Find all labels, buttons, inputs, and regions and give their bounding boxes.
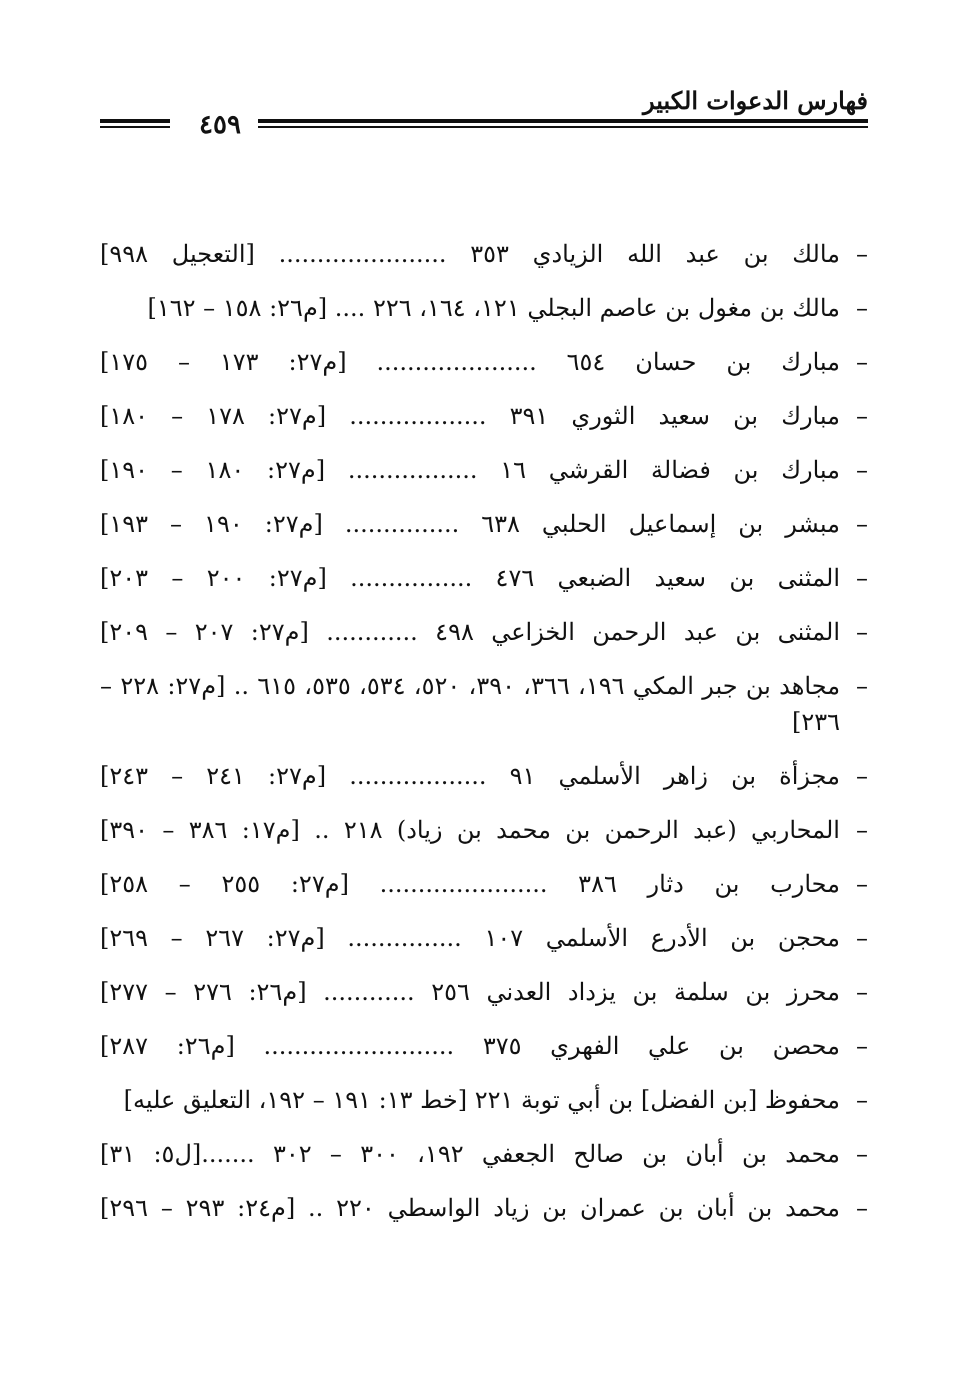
- page-number: ٤٥٩: [199, 110, 241, 140]
- entry-text: محفوظ [بن الفضل] بن أبي توبة ٢٢١ [خط ١٣: ١٩١ – ١٩٢، التعليق عليه]: [123, 1086, 840, 1114]
- entry-dash: –: [856, 924, 868, 952]
- entry-dash: –: [856, 510, 868, 538]
- index-entry: [100, 668, 868, 740]
- entry-dash: –: [856, 348, 868, 376]
- page-header: [100, 86, 868, 146]
- entry-dash: –: [856, 456, 868, 484]
- entry-text: المثنى بن عبد الرحمن الخزاعي ٤٩٨ ............ [م٢٧: ٢٠٧ – ٢٠٩]: [100, 618, 840, 646]
- entry-text: محجن بن الأدرع الأسلمي ١٠٧ ............... [م٢٧: ٢٦٧ – ٢٦٩]: [100, 924, 840, 952]
- entry-text: محمد بن أبان بن عمران بن زياد الواسطي ٢٢٠ .. [م٢٤: ٢٩٣ – ٢٩٦]: [100, 1194, 840, 1222]
- entry-text: المثنى بن سعيد الضبعي ٤٧٦ ................ [م٢٧: ٢٠٠ – ٢٠٣]: [100, 564, 840, 592]
- index-entry: [100, 920, 868, 956]
- entry-text: مالك بن عبد الله الزيادي ٣٥٣ ...................... [التعجيل ٩٩٨]: [100, 240, 840, 268]
- entry-text: مبارك بن سعيد الثوري ٣٩١ .................. [م٢٧: ١٧٨ – ١٨٠]: [100, 402, 840, 430]
- entry-text: مبارك بن حسان ٦٥٤ ..................... [م٢٧: ١٧٣ – ١٧٥]: [100, 348, 840, 376]
- entry-dash: –: [856, 402, 868, 430]
- index-entry: [100, 452, 868, 488]
- entry-text: مجاهد بن جبر المكي ١٩٦، ٣٦٦، ٣٩٠، ٥٢٠، ٥٣٤، ٥٣٥، ٦١٥ .. [م٢٧: ٢٢٨ – ٢٣٦]: [100, 672, 841, 736]
- entry-dash: –: [856, 618, 868, 646]
- index-list: [100, 236, 868, 1244]
- index-entry: [100, 758, 868, 794]
- entry-dash: –: [856, 240, 868, 268]
- entry-dash: –: [856, 1032, 868, 1060]
- index-entry: [100, 344, 868, 380]
- index-entry: [100, 506, 868, 542]
- entry-dash: –: [856, 294, 868, 322]
- index-entry: [100, 1190, 868, 1226]
- index-entry: [100, 236, 868, 272]
- index-entry: [100, 290, 868, 326]
- entry-text: محصن بن علي الفهري ٣٧٥ ......................... [م٢٦: ٢٨٧]: [100, 1032, 841, 1060]
- index-entry: [100, 560, 868, 596]
- header-rule: [100, 126, 170, 128]
- entry-text: محارب بن دثار ٣٨٦ ...................... [م٢٧: ٢٥٥ – ٢٥٨]: [100, 870, 841, 898]
- index-entry: [100, 398, 868, 434]
- index-entry: [100, 1136, 868, 1172]
- entry-dash: –: [856, 870, 868, 898]
- entry-text: مبارك بن فضالة القرشي ١٦ ................. [م٢٧: ١٨٠ – ١٩٠]: [100, 456, 841, 484]
- entry-text: مبشر بن إسماعيل الحلبي ٦٣٨ ............... [م٢٧: ١٩٠ – ١٩٣]: [100, 510, 840, 538]
- header-rule: [100, 119, 170, 123]
- index-entry: [100, 866, 868, 902]
- entry-dash: –: [856, 1140, 868, 1168]
- entry-text: المحاربي (عبد الرحمن بن محمد بن زياد) ٢١٨ .. [م١٧: ٣٨٦ – ٣٩٠]: [100, 816, 840, 844]
- header-rule: [258, 119, 868, 123]
- entry-dash: –: [856, 816, 868, 844]
- entry-text: محمد بن أبان بن صالح الجعفي ١٩٢، ٣٠٠ – ٣٠٢ .......[ل٥: ٣١]: [100, 1140, 841, 1168]
- entry-dash: –: [856, 672, 868, 700]
- entry-dash: –: [856, 564, 868, 592]
- entry-dash: –: [856, 978, 868, 1006]
- entry-dash: –: [856, 762, 868, 790]
- entry-text: مالك بن مغول بن عاصم البجلي ١٢١، ١٦٤، ٢٢٦ .... [م٢٦: ١٥٨ – ١٦٢]: [147, 294, 840, 322]
- entry-text: محرز بن سلمة بن يزداد العدني ٢٥٦ ............ [م٢٦: ٢٧٦ – ٢٧٧]: [100, 978, 841, 1006]
- index-entry: [100, 812, 868, 848]
- entry-dash: –: [856, 1194, 868, 1222]
- entry-text: مجزأة بن زاهر الأسلمي ٩١ .................. [م٢٧: ٢٤١ – ٢٤٣]: [100, 762, 840, 790]
- index-entry: [100, 614, 868, 650]
- running-title: فهارس الدعوات الكبير: [643, 86, 868, 115]
- entry-dash: –: [856, 1086, 868, 1114]
- index-entry: [100, 974, 868, 1010]
- index-entry: [100, 1082, 868, 1118]
- index-entry: [100, 1028, 868, 1064]
- header-rule: [258, 126, 868, 128]
